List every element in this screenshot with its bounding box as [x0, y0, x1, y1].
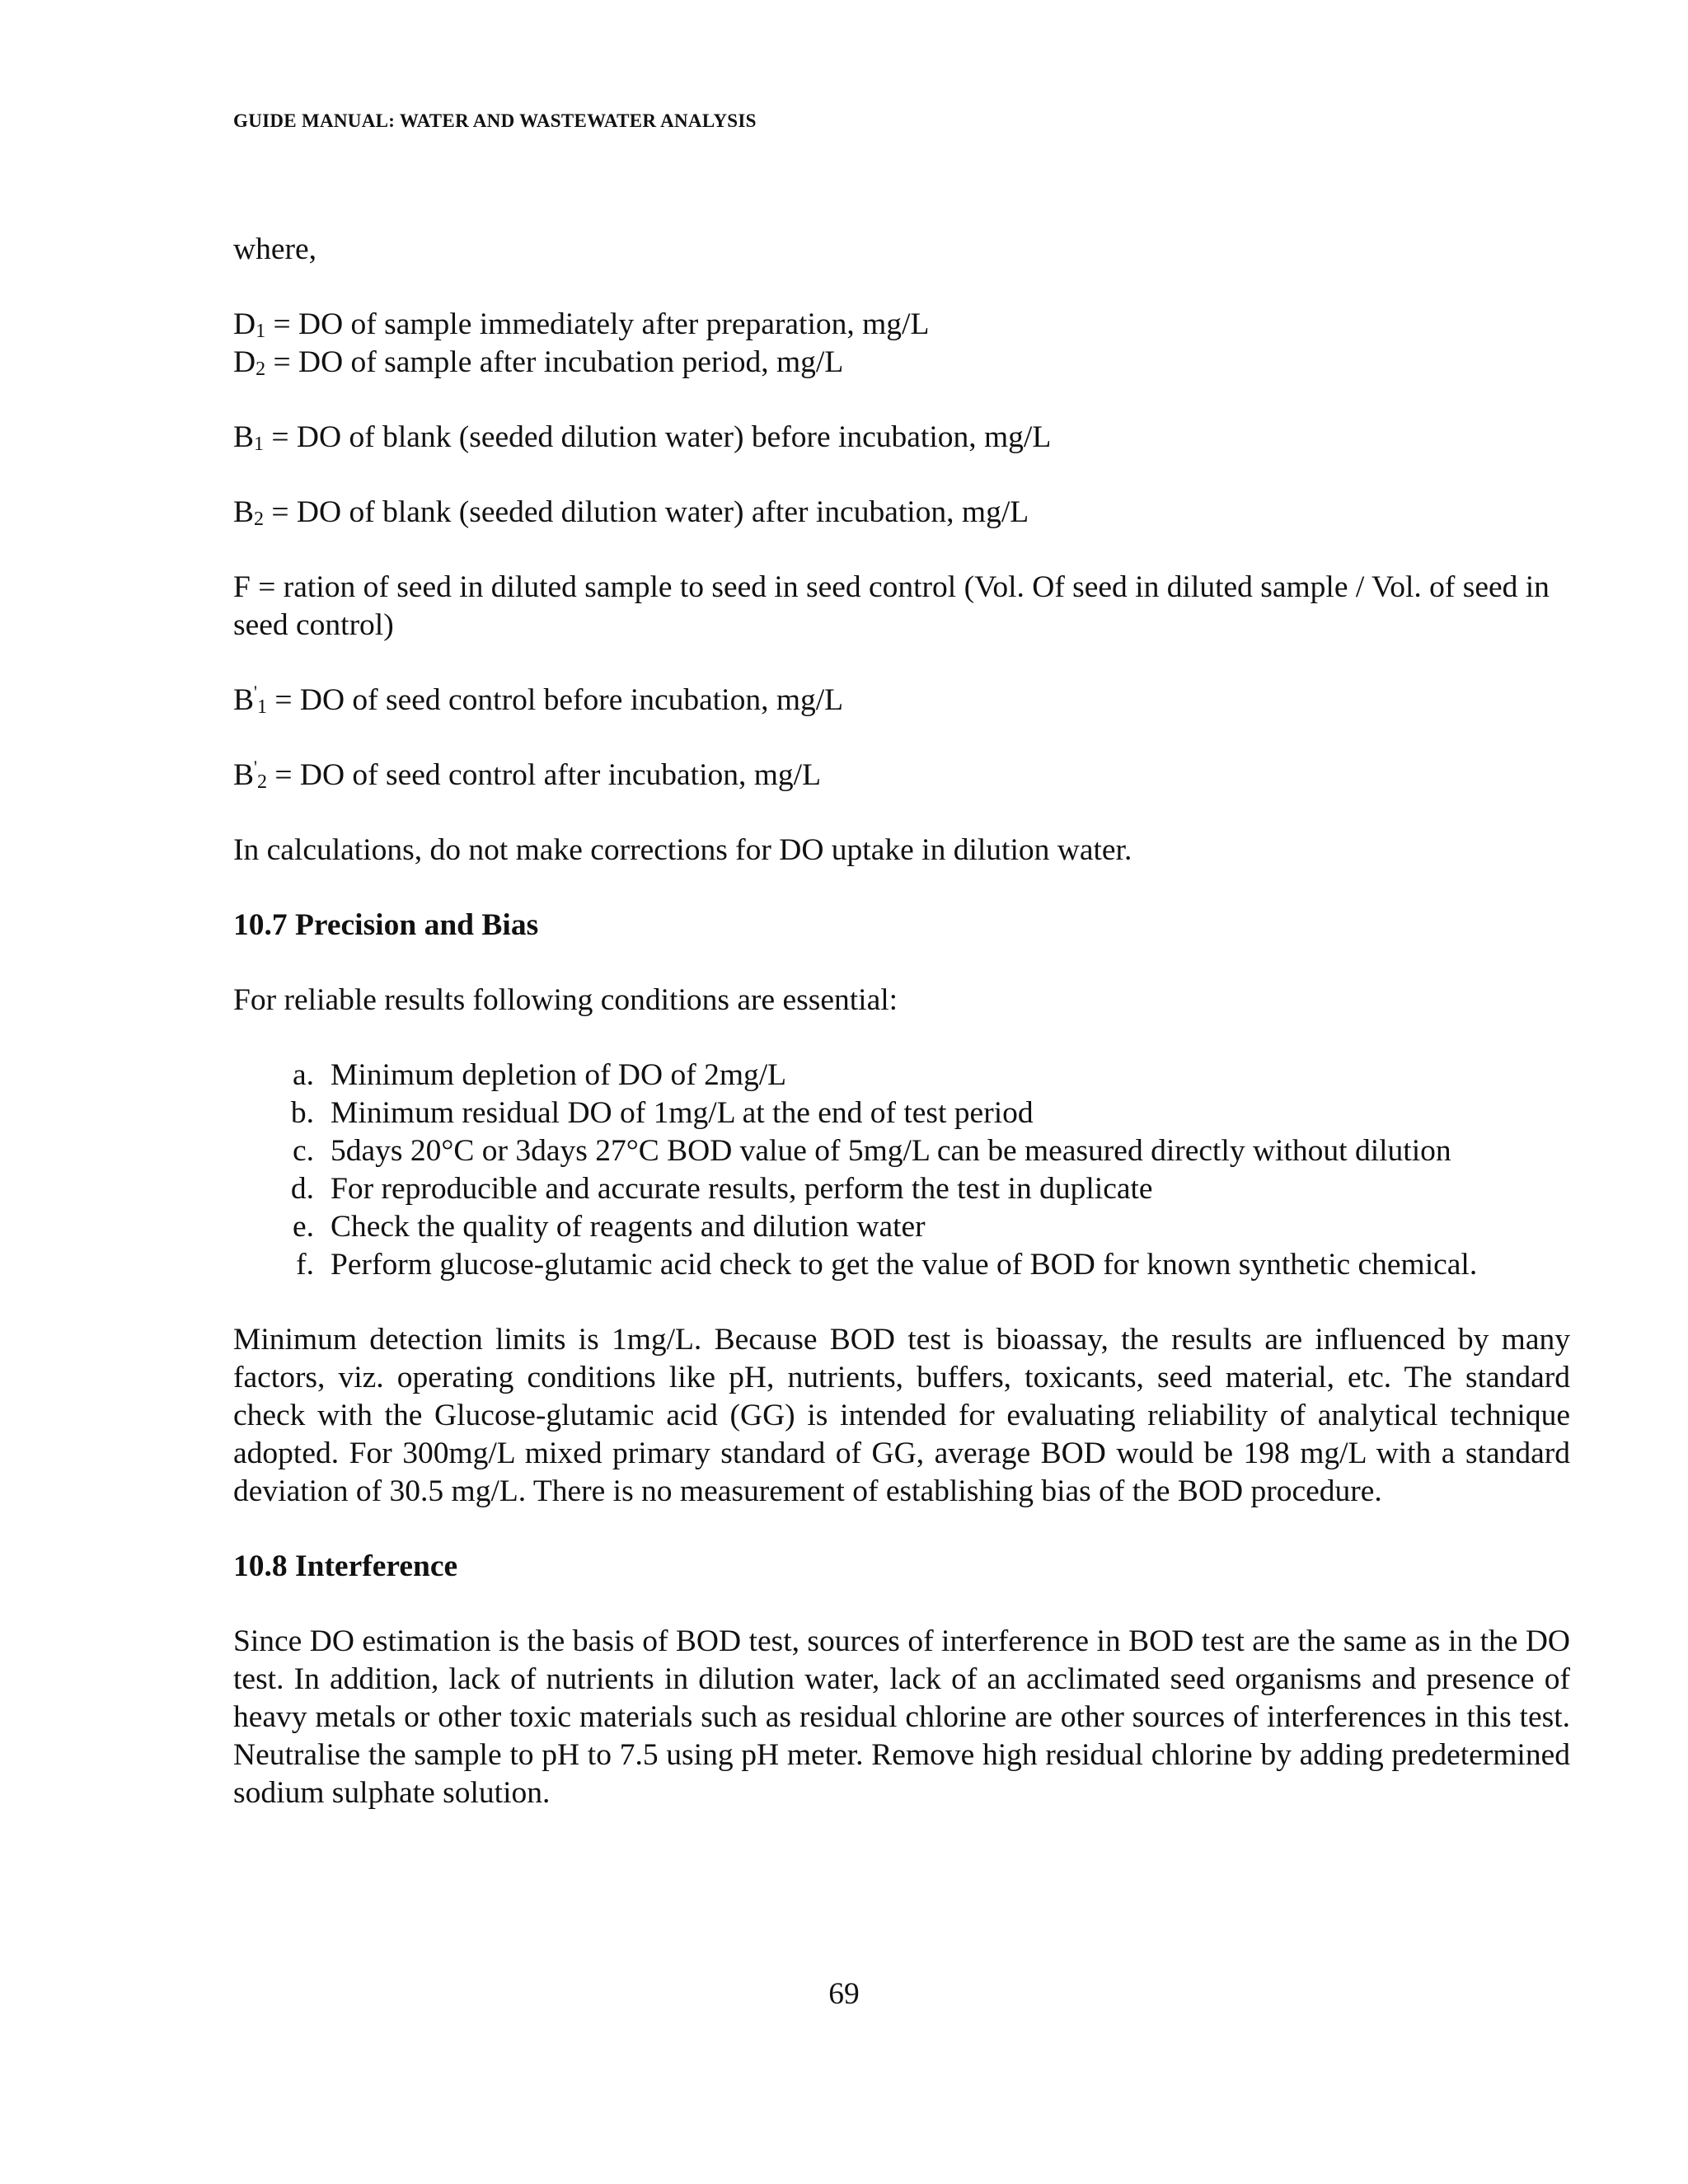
section-heading-interference: 10.8 Interference — [233, 1549, 458, 1583]
conditions-list — [233, 1057, 1570, 1284]
subscript: 2 — [256, 359, 266, 380]
definition-b-prime-2 — [233, 757, 1570, 794]
definition-text: = DO of blank (seeded dilution water) before incubation, mg/L — [264, 420, 1052, 454]
definition-text: = DO of seed control before incubation, mg/L — [266, 683, 844, 717]
list-marker: d. — [290, 1172, 314, 1206]
page-number: 69 — [828, 1977, 860, 2011]
prime-mark: ' — [254, 682, 257, 702]
section-heading-precision-bias: 10.7 Precision and Bias — [233, 908, 539, 942]
list-item — [233, 1057, 1570, 1094]
list-marker: f. — [296, 1248, 314, 1282]
definition-b2 — [233, 494, 1570, 532]
symbol: B — [233, 495, 255, 529]
precision-paragraph: Minimum detection limits is 1mg/L. Because BOD test is bioassay, the results are influenced by many factors, viz. operating conditions like pH, nutrients, buffers, toxicants, seed material, etc. The standard check with the Glucose-glutamic acid (GG) is intended for evaluating reliability of analytical technique adopted. For 300mg/L mixed primary standard of GG, average BOD would be 198 mg/L with a standard deviation of 30.5 mg/L. There is no measurement of establishing bias of the BOD procedure. — [233, 1323, 1570, 1508]
page-content — [233, 231, 1570, 1812]
list-marker: b. — [290, 1096, 314, 1130]
definition-b-prime-1 — [233, 682, 1570, 719]
list-item — [233, 1208, 1570, 1246]
list-item-text: Check the quality of reagents and dilution water — [331, 1210, 926, 1244]
list-item — [233, 1094, 1570, 1132]
symbol: D — [233, 307, 256, 341]
symbol: D — [233, 345, 256, 379]
list-item — [233, 1170, 1570, 1208]
list-item-text: Minimum residual DO of 1mg/L at the end of test period — [331, 1096, 1034, 1130]
conditions-intro: For reliable results following conditions are essential: — [233, 983, 898, 1017]
definition-text: = DO of blank (seeded dilution water) after incubation, mg/L — [264, 495, 1029, 529]
definition-b1 — [233, 419, 1570, 457]
symbol: B — [233, 683, 255, 717]
subscript: 2 — [254, 509, 265, 530]
definition-d2 — [233, 344, 1570, 382]
definition-f: F = ration of seed in diluted sample to seed in seed control (Vol. Of seed in diluted sample / Vol. of seed in seed control) — [233, 570, 1550, 642]
list-item — [233, 1132, 1570, 1170]
running-header: GUIDE MANUAL: WATER AND WASTEWATER ANALYSIS — [233, 110, 757, 131]
definition-text: = DO of sample immediately after preparation, mg/L — [265, 307, 930, 341]
symbol: B — [233, 420, 255, 454]
list-item — [233, 1246, 1570, 1284]
subscript: 1 — [256, 696, 267, 718]
calculation-note: In calculations, do not make corrections for DO uptake in dilution water. — [233, 833, 1132, 867]
subscript: 2 — [256, 771, 267, 793]
list-marker: a. — [292, 1058, 314, 1092]
list-item-text: Minimum depletion of DO of 2mg/L — [331, 1058, 787, 1092]
definition-d1 — [233, 306, 1570, 344]
definition-text: = DO of seed control after incubation, mg/L — [266, 758, 821, 792]
list-item-text: Perform glucose-glutamic acid check to get the value of BOD for known synthetic chemical. — [331, 1248, 1478, 1282]
symbol: B — [233, 758, 255, 792]
list-marker: c. — [292, 1134, 314, 1168]
list-item-text: For reproducible and accurate results, perform the test in duplicate — [331, 1172, 1153, 1206]
interference-paragraph: Since DO estimation is the basis of BOD test, sources of interference in BOD test are the same as in the DO test. In addition, lack of nutrients in dilution water, lack of an acclimated seed organisms and presence of heavy metals or other toxic materials such as residual chlorine are other sources of interferences in this test. Neutralise the sample to pH to 7.5 using pH meter. Remove high residual chlorine by adding predetermined sodium sulphate solution. — [233, 1624, 1570, 1810]
where-label: where, — [233, 232, 316, 266]
list-item-text: 5days 20°C or 3days 27°C BOD value of 5mg/L can be measured directly without dilution — [331, 1134, 1451, 1168]
subscript: 1 — [256, 321, 266, 342]
subscript: 1 — [254, 434, 265, 455]
definition-text: = DO of sample after incubation period, mg/L — [265, 345, 844, 379]
list-marker: e. — [292, 1210, 314, 1244]
prime-mark: ' — [254, 757, 257, 777]
